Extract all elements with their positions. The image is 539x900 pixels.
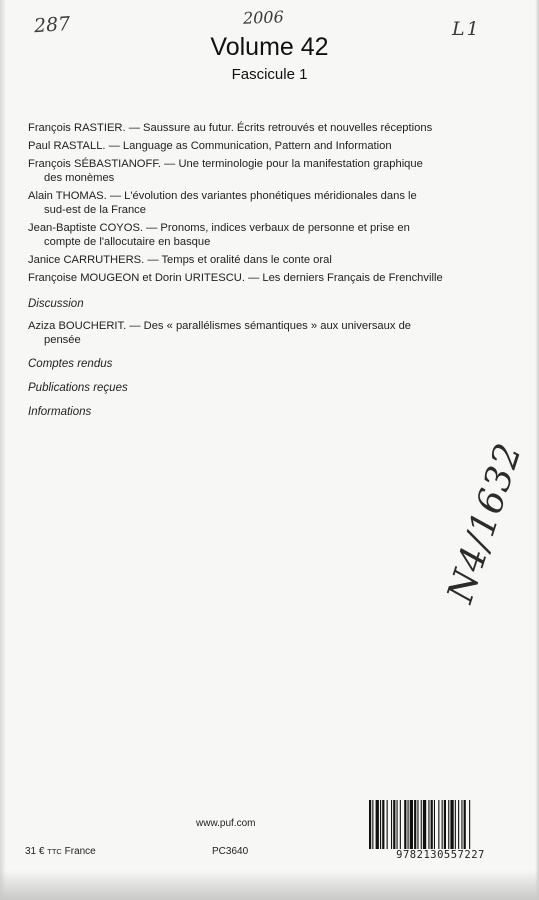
volume-title: Volume 42 — [210, 33, 329, 61]
section-heading-publications: Publications reçues — [28, 382, 128, 394]
scan-shadow-right — [535, 0, 539, 900]
section-heading-informations: Informations — [28, 406, 92, 418]
entry-text: François RASTIER. — Saussure au futur. Écrits retrouvés et nouvelles réceptions — [28, 122, 433, 134]
entry-text: Alain THOMAS. — L'évolution des variantes phonétiques méridionales dans le — [28, 190, 417, 202]
section-heading-discussion: Discussion — [28, 298, 84, 310]
handwritten-shelfmark: N4/1632 — [440, 437, 531, 608]
entry-continuation: sud-est de la France — [44, 204, 146, 216]
product-code: PC3640 — [212, 846, 249, 857]
isbn-number: 9782130557227 — [367, 849, 514, 861]
scan-shadow-left — [0, 0, 6, 900]
price-ttc: TTC — [47, 847, 62, 856]
toc-entry — [28, 157, 500, 185]
price-country: France — [64, 846, 96, 857]
entry-text: Françoise MOUGEON et Dorin URITESCU. — Les derniers Français de Frenchville — [28, 272, 443, 284]
section-heading-reviews: Comptes rendus — [28, 358, 113, 370]
scan-shadow-bottom — [0, 870, 539, 900]
entry-text: Aziza BOUCHERIT. — Des « parallélismes sémantiques » aux universaux de — [28, 320, 412, 332]
toc-entry — [28, 139, 500, 153]
fascicle-subtitle: Fascicule 1 — [231, 66, 308, 83]
toc-entry — [28, 189, 500, 217]
entry-continuation: des monèmes — [44, 172, 115, 184]
entry-text: Jean-Baptiste COYOS. — Pronoms, indices verbaux de personne et prise en — [28, 222, 410, 234]
handwritten-number: 287 — [33, 12, 71, 38]
entry-text: Janice CARRUTHERS. — Temps et oralité dans le conte oral — [28, 254, 332, 266]
entry-continuation: compte de l'allocutaire en basque — [44, 236, 211, 248]
price-label — [25, 846, 96, 857]
entry-text: Paul RASTALL. — Language as Communication, Pattern and Information — [28, 140, 392, 152]
handwritten-year: 2006 — [242, 7, 285, 28]
publisher-url: www.puf.com — [196, 818, 256, 829]
toc-entry — [28, 253, 500, 267]
entry-text: François SÉBASTIANOFF. — Une terminologie pour la manifestation graphique — [28, 158, 423, 170]
table-of-contents — [28, 121, 500, 429]
toc-entry — [28, 319, 500, 347]
toc-entry — [28, 221, 500, 249]
toc-entry — [28, 271, 500, 285]
entry-continuation: pensée — [44, 334, 81, 346]
toc-entry — [28, 121, 500, 135]
price-amount: 31 € — [25, 846, 45, 857]
handwritten-code: L1 — [452, 18, 481, 40]
